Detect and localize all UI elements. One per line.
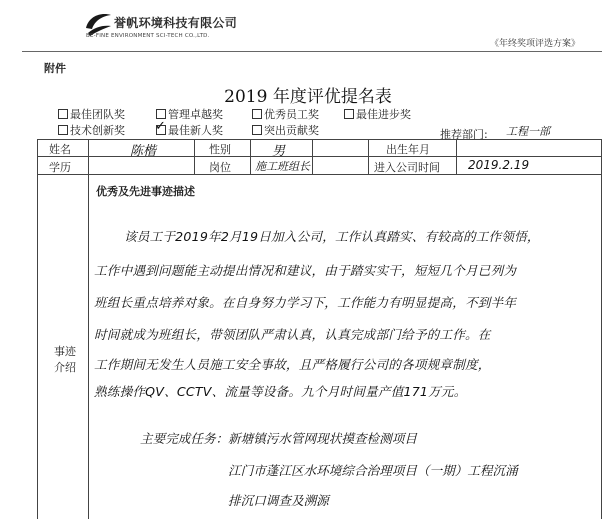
- recommend-dept-label: 推荐部门:: [440, 128, 488, 141]
- award-outstanding-contribution[interactable]: [252, 122, 319, 138]
- join-date-value[interactable]: 2019.2.19: [468, 158, 530, 172]
- deeds-text-line: 该员工于2019年2月19日加入公司，工作认真踏实、有较高的工作领悟，: [124, 229, 540, 244]
- deeds-heading: 优秀及先进事迹描述: [96, 185, 195, 198]
- deeds-label-line1: 事迹: [54, 345, 76, 358]
- deeds-label-line2: 介绍: [54, 361, 76, 374]
- birth-label: 出生年月: [386, 143, 430, 156]
- deeds-text-line: 时间就成为班组长，带领团队严肃认真，认真完成部门给予的工作。在: [94, 327, 491, 342]
- name-value[interactable]: 陈楷: [130, 144, 157, 159]
- award-label: 最佳团队奖: [70, 108, 125, 121]
- award-label: 最佳新人奖: [168, 124, 223, 137]
- column-divider: [312, 139, 313, 174]
- award-label: 优秀员工奖: [264, 108, 319, 121]
- join-date-label: 进入公司时间: [374, 161, 440, 174]
- award-tech-innovation[interactable]: [58, 122, 125, 138]
- company-name-en: BE-FINE ENVIRONMENT SCI-TECH CO.,LTD.: [86, 33, 210, 39]
- award-label: 突出贡献奖: [264, 124, 319, 137]
- header-divider: [22, 51, 602, 52]
- main-task-item: 江门市蓬江区水环境综合治理项目（一期）工程沉涌: [228, 463, 518, 478]
- attachment-label: 附件: [44, 62, 66, 75]
- checkbox-checked[interactable]: [155, 119, 166, 135]
- award-management-excellence[interactable]: [156, 106, 223, 122]
- award-label: 技术创新奖: [70, 124, 125, 137]
- row-divider: [37, 156, 602, 157]
- checkbox[interactable]: [58, 125, 68, 135]
- recommend-dept-value: 工程一部: [506, 125, 550, 138]
- checkbox[interactable]: [252, 125, 262, 135]
- check-mark-icon: ✓: [155, 119, 166, 134]
- checkbox[interactable]: [252, 109, 262, 119]
- checkbox[interactable]: [344, 109, 354, 119]
- row-divider: [37, 174, 602, 175]
- award-outstanding-employee[interactable]: [252, 106, 319, 122]
- award-best-newcomer[interactable]: [155, 119, 223, 138]
- gender-label: 性别: [209, 143, 231, 156]
- main-task-item: 新塘镇污水管网现状摸查检测项目: [228, 431, 417, 446]
- checkbox[interactable]: [58, 109, 68, 119]
- page-title: 2019 年度评优提名表: [224, 87, 392, 107]
- main-tasks-label: 主要完成任务：: [140, 431, 229, 446]
- deeds-text-line: 班组长重点培养对象。在自身努力学习下，工作能力有明显提高，不到半年: [94, 295, 517, 310]
- gender-value[interactable]: 男: [272, 144, 286, 159]
- deeds-text-line: 熟练操作QV、CCTV、流量等设备。九个月时间量产值171万元。: [94, 384, 467, 399]
- deeds-text-line: 工作期间无发生人员施工安全事故，且严格履行公司的各项规章制度，: [94, 357, 491, 372]
- award-label: 管理卓越奖: [168, 108, 223, 121]
- checkbox[interactable]: [156, 109, 166, 119]
- company-name-cn: 誉帆环境科技有限公司: [114, 16, 238, 30]
- main-task-item: 排沉口调查及溯源: [228, 493, 329, 508]
- scheme-reference: 《年终奖项评选方案》: [489, 39, 580, 49]
- award-best-team[interactable]: [58, 106, 125, 122]
- award-label: 最佳进步奖: [356, 108, 411, 121]
- award-best-progress[interactable]: [344, 106, 411, 122]
- position-value[interactable]: 施工班组长: [255, 160, 310, 173]
- column-divider: [368, 139, 369, 174]
- column-divider: [194, 139, 195, 174]
- column-divider: [88, 139, 89, 519]
- education-label: 学历: [49, 161, 71, 174]
- column-divider: [250, 139, 251, 174]
- position-label: 岗位: [209, 161, 231, 174]
- deeds-text-line: 工作中遇到问题能主动提出情况和建议，由于踏实实干，短短几个月已列为: [94, 263, 517, 278]
- column-divider: [456, 139, 457, 174]
- name-label: 姓名: [49, 143, 71, 156]
